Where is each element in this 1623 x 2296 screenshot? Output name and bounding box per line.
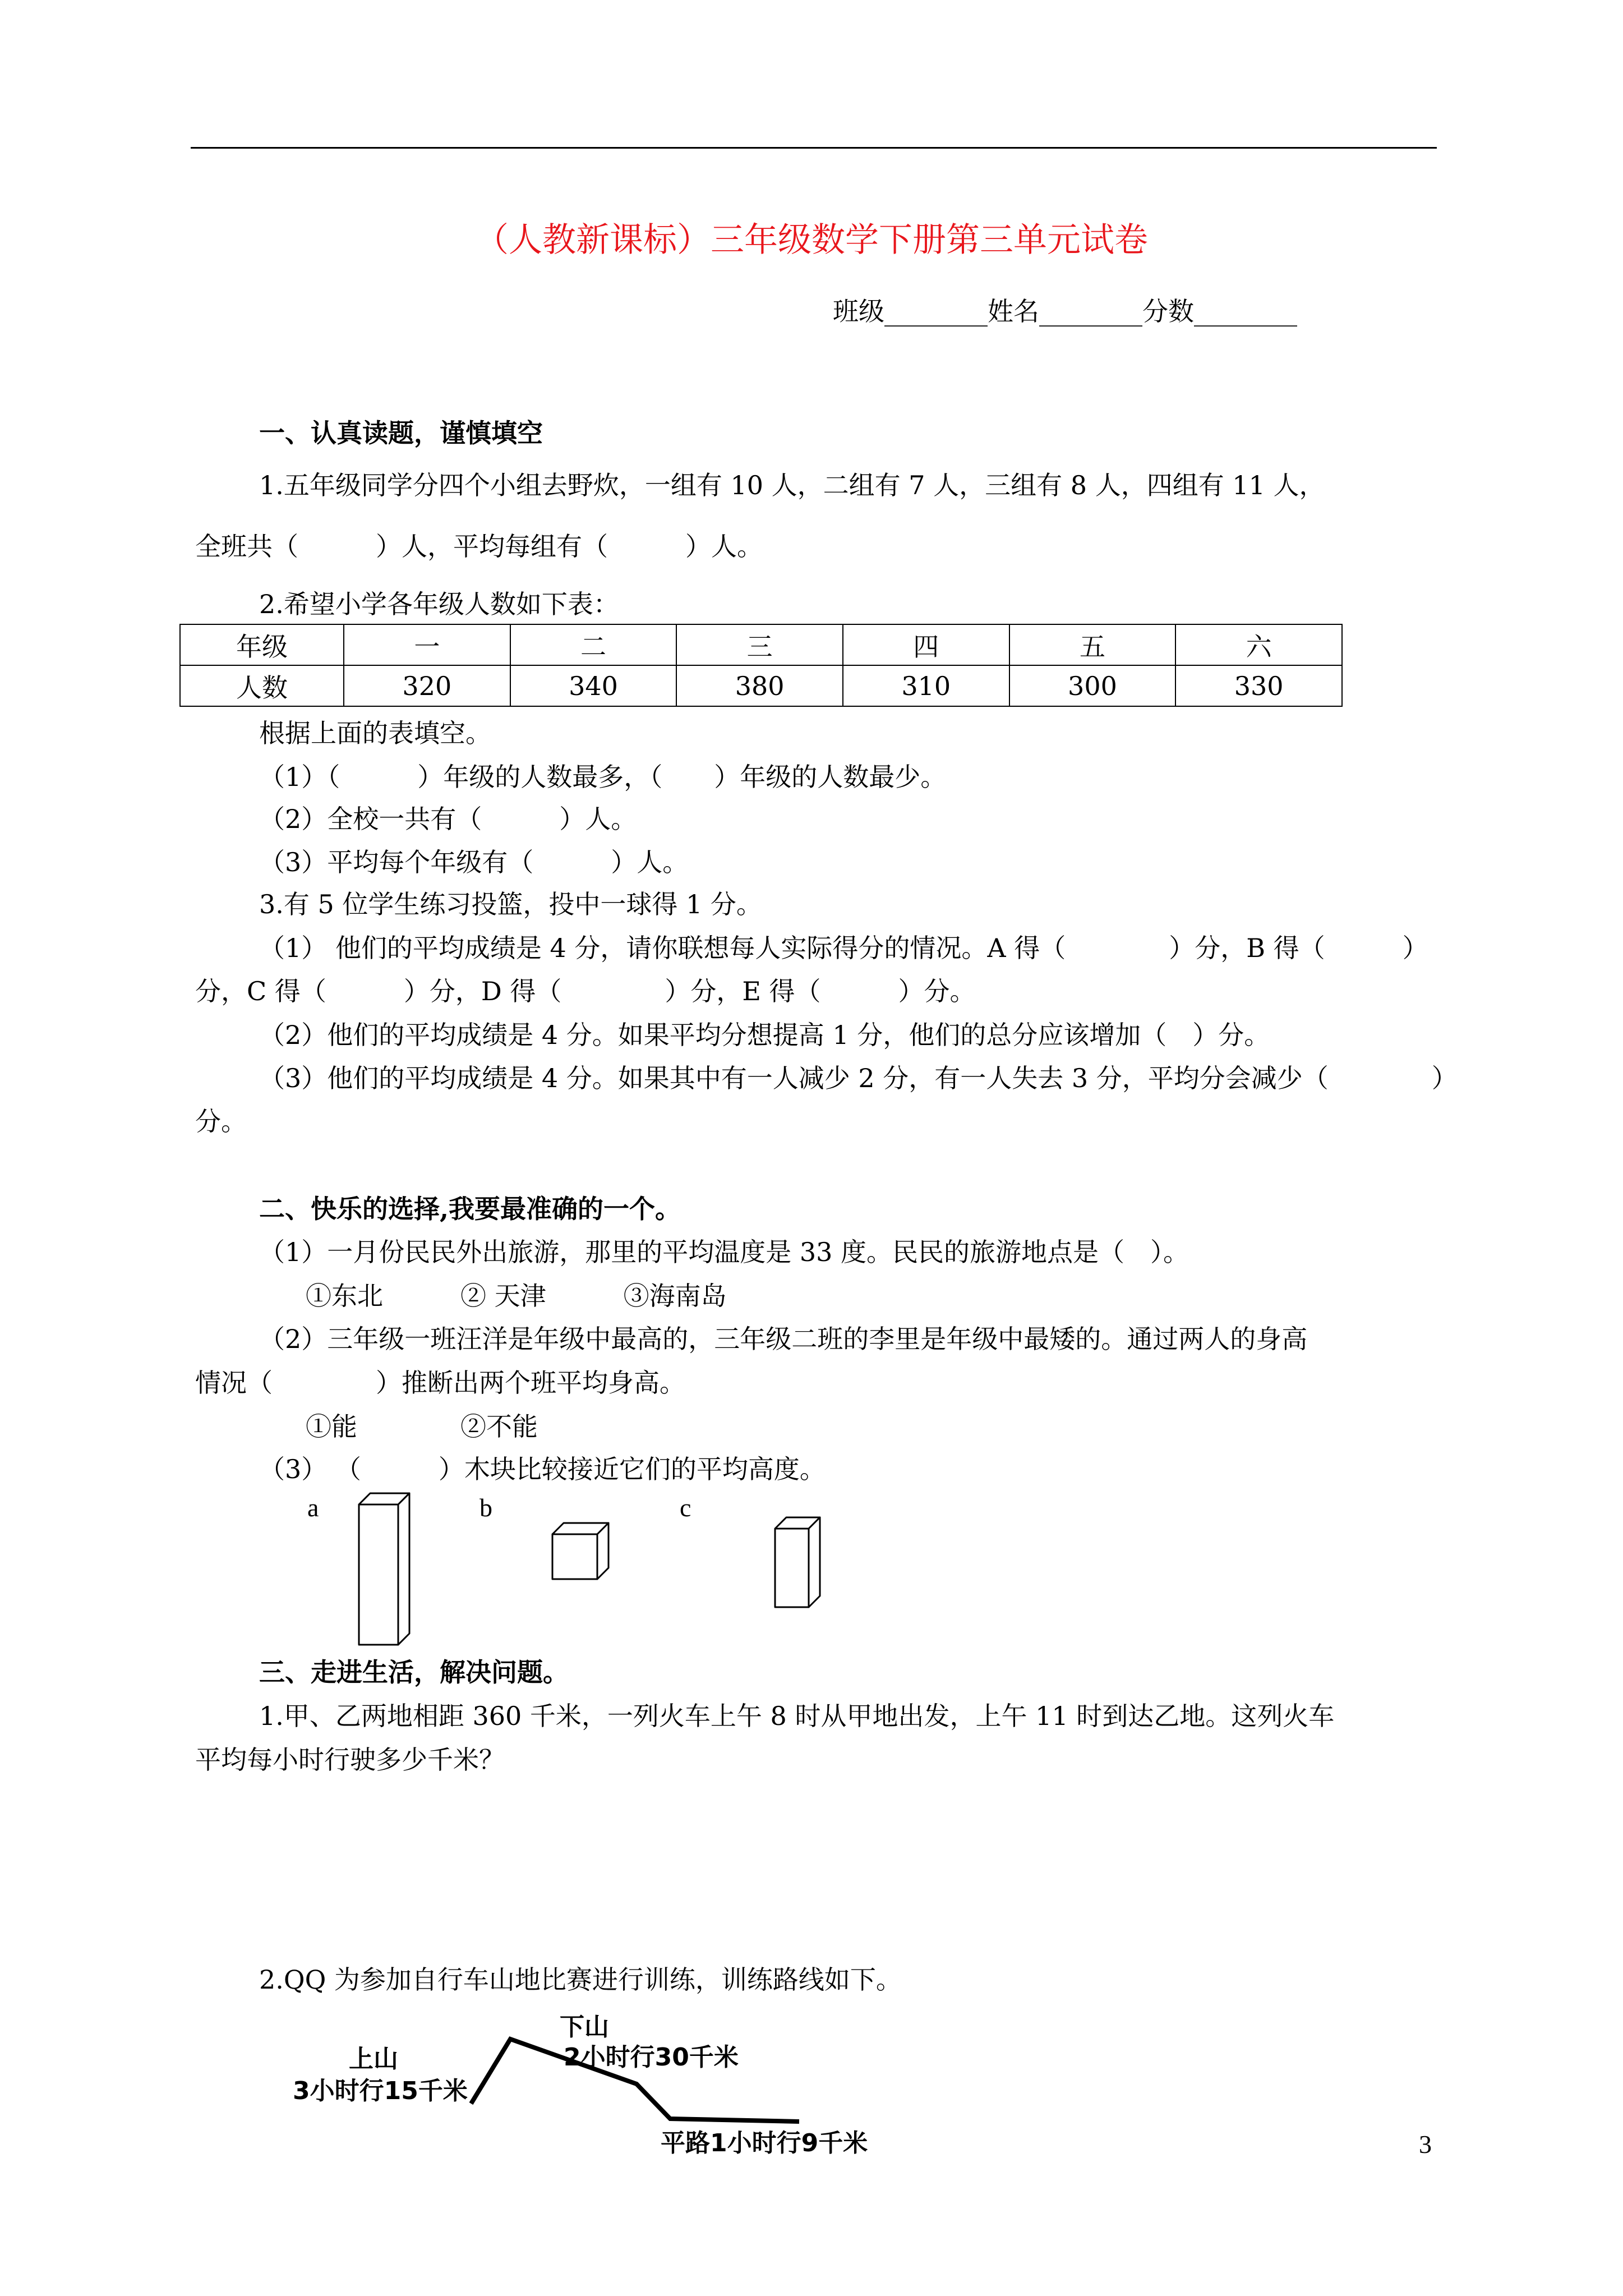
wood-blocks-figure [297, 1481, 858, 1649]
grade-population-table [179, 624, 1343, 707]
s1-q3-2: （2）他们的平均成绩是 4 分。如果平均分想提高 1 分，他们的总分应该增加（ ）分。 [259, 1020, 1270, 1050]
route-downhill-detail: 2小时行30千米 [564, 2043, 739, 2072]
header-rule [191, 147, 1437, 149]
s1-q2-after: 根据上面的表填空。 [259, 718, 491, 748]
table-cell: 300 [1009, 665, 1176, 706]
table-cell: 380 [676, 665, 843, 706]
s1-q2-b: （2）全校一共有（ ）人。 [259, 804, 637, 834]
s1-q2-intro: 2.希望小学各年级人数如下表： [259, 589, 619, 619]
table-cell: 330 [1175, 665, 1342, 706]
table-cell: 四 [843, 624, 1009, 665]
table-cell: 六 [1175, 624, 1342, 665]
table-cell: 一 [344, 624, 510, 665]
s1-q3-3-line2: 分。 [195, 1106, 247, 1137]
block-b-label: b [479, 1493, 492, 1522]
s1-q1-line2: 全班共（ ）人，平均每组有（ ）人。 [195, 531, 763, 562]
s1-q3-1-line2: 分，C 得（ ）分，D 得（ ）分，E 得（ ）分。 [195, 976, 976, 1006]
table-cell: 五 [1009, 624, 1176, 665]
s2-q1: （1）一月份民民外出旅游，那里的平均温度是 33 度。民民的旅游地点是（ ）。 [259, 1237, 1189, 1267]
route-uphill-label: 上山 [349, 2045, 398, 2073]
route-uphill-detail: 3小时行15千米 [293, 2077, 468, 2105]
page-number: 3 [1419, 2130, 1432, 2159]
section1-heading: 一、认真读题，谨慎填空 [259, 418, 543, 448]
s2-q2-line1: （2）三年级一班汪洋是年级中最高的，三年级二班的李里是年级中最矮的。通过两人的身高 [259, 1324, 1308, 1354]
s1-q3-intro: 3.有 5 位学生练习投篮，投中一球得 1 分。 [259, 889, 762, 919]
s2-q1-options: ①东北 ② 天津 ③海南岛 [306, 1281, 727, 1311]
block-c-icon [775, 1517, 820, 1607]
table-cell: 310 [843, 665, 1009, 706]
s1-q3-1-line1: （1） 他们的平均成绩是 4 分，请你联想每人实际得分的情况。A 得（ ）分，B 得（ ） [259, 933, 1428, 963]
s2-q3: （3） （ ）木块比较接近它们的平均高度。 [259, 1454, 826, 1484]
s3-q1-line1: 1.甲、乙两地相距 360 千米，一列火车上午 8 时从甲地出发，上午 11 时到达乙地。这列火车 [259, 1701, 1335, 1731]
table-row [180, 665, 1342, 706]
block-a-label: a [307, 1493, 319, 1522]
route-downhill-label: 下山 [560, 2013, 609, 2041]
s2-q2-line2: 情况（ ）推断出两个班平均身高。 [195, 1368, 685, 1398]
block-c-label: c [680, 1493, 691, 1522]
table-cell: 320 [344, 665, 510, 706]
class-name-score-line: 班级________姓名________分数________ [833, 296, 1297, 326]
s3-q2: 2.QQ 为参加自行车山地比赛进行训练，训练路线如下。 [259, 1964, 902, 1995]
s1-q2-a: （1）（ ）年级的人数最多，（ ）年级的人数最少。 [259, 762, 947, 792]
table-cell: 年级 [180, 624, 344, 665]
table-cell: 340 [510, 665, 677, 706]
table-row [180, 624, 1342, 665]
table-cell: 二 [510, 624, 677, 665]
table-cell: 三 [676, 624, 843, 665]
s3-q1-line2: 平均每小时行驶多少千米？ [195, 1745, 505, 1775]
section3-heading: 三、走进生活，解决问题。 [259, 1657, 569, 1687]
table-cell: 人数 [180, 665, 344, 706]
s1-q1-line1: 1.五年级同学分四个小组去野炊，一组有 10 人，二组有 7 人，三组有 8 人，四组有 11 人， [259, 470, 1325, 500]
block-a-icon [359, 1493, 409, 1645]
section2-heading: 二、快乐的选择,我要最准确的一个。 [259, 1194, 681, 1224]
s1-q2-c: （3）平均每个年级有（ ）人。 [259, 847, 689, 877]
s2-q2-options: ①能 ②不能 [306, 1411, 538, 1442]
page-title: （人教新课标）三年级数学下册第三单元试卷 [475, 220, 1148, 260]
route-flat-label: 平路1小时行9千米 [661, 2129, 868, 2157]
block-b-icon [552, 1523, 608, 1579]
s1-q3-3-line1: （3）他们的平均成绩是 4 分。如果其中有一人减少 2 分，有一人失去 3 分，平均分会减少（ ） [259, 1063, 1458, 1093]
